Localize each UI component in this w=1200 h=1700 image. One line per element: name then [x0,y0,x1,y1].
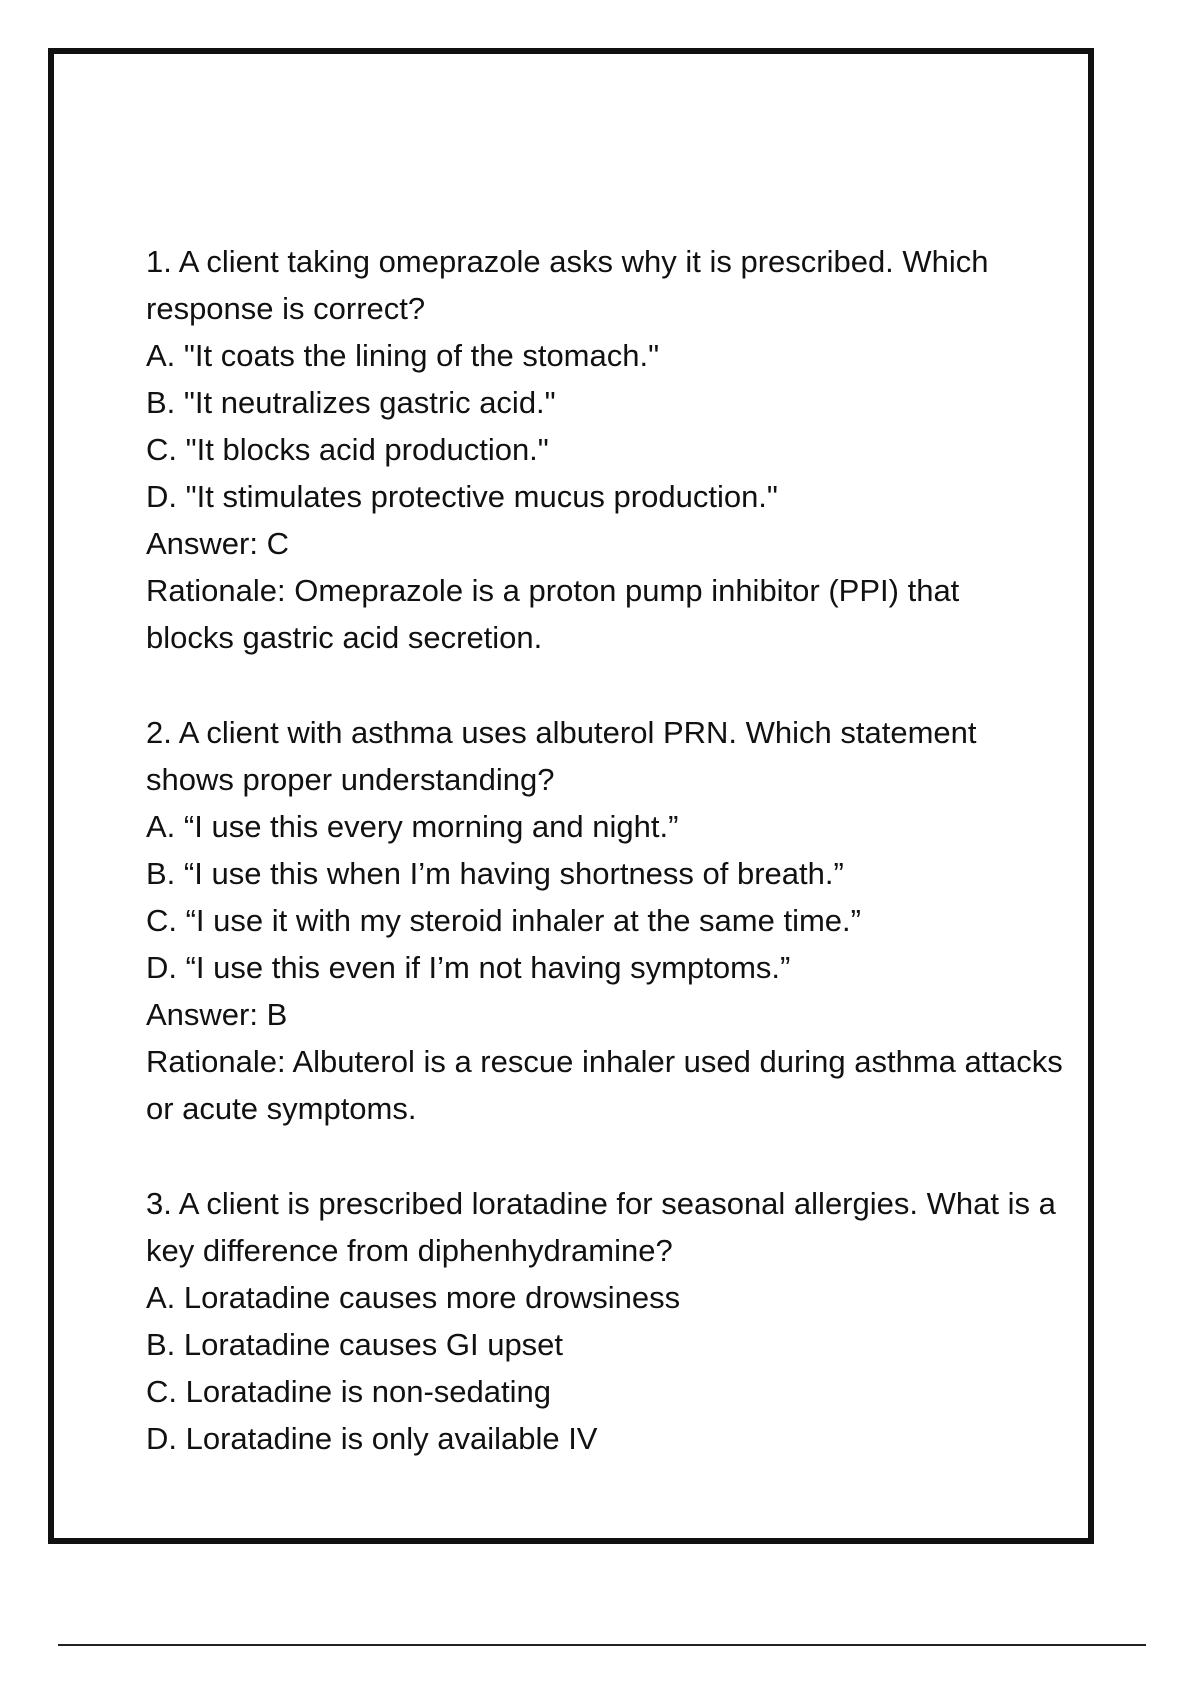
question-1-option-b: B. "It neutralizes gastric acid." [146,385,556,420]
question-1-rationale-line-1: Rationale: Omeprazole is a proton pump inhibitor (PPI) that [146,573,960,608]
question-content [146,238,1096,1510]
question-1-option-d: D. "It stimulates protective mucus production." [146,479,778,514]
question-3-stem-line-2: key difference from diphenhydramine? [146,1233,673,1268]
question-3-option-d: D. Loratadine is only available IV [146,1421,598,1456]
question-3-option-b: B. Loratadine causes GI upset [146,1327,564,1362]
question-2-answer: Answer: B [146,997,288,1032]
question-1-option-a: A. "It coats the lining of the stomach." [146,338,660,373]
question-1-option-c: C. "It blocks acid production." [146,432,549,467]
bottom-divider [58,1644,1146,1646]
question-2-option-a: A. “I use this every morning and night.” [146,809,679,844]
question-2-option-b: B. “I use this when I’m having shortness of breath.” [146,856,844,891]
question-2-option-d: D. “I use this even if I’m not having symptoms.” [146,950,791,985]
question-3 [146,1180,1096,1462]
question-1-stem-line-1: 1. A client taking omeprazole asks why it is prescribed. Which [146,244,989,279]
question-2 [146,709,1096,1132]
question-1-stem-line-2: response is correct? [146,291,426,326]
question-2-rationale-line-2: or acute symptoms. [146,1091,417,1126]
question-1 [146,238,1096,661]
question-2-stem-line-1: 2. A client with asthma uses albuterol PRN. Which statement [146,715,977,750]
question-2-rationale-line-1: Rationale: Albuterol is a rescue inhaler used during asthma attacks [146,1044,1063,1079]
question-2-stem-line-2: shows proper understanding? [146,762,555,797]
question-1-answer: Answer: C [146,526,289,561]
question-3-option-c: C. Loratadine is non-sedating [146,1374,551,1409]
question-2-option-c: C. “I use it with my steroid inhaler at the same time.” [146,903,861,938]
question-1-rationale-line-2: blocks gastric acid secretion. [146,620,543,655]
question-3-option-a: A. Loratadine causes more drowsiness [146,1280,681,1315]
question-3-stem-line-1: 3. A client is prescribed loratadine for seasonal allergies. What is a [146,1186,1056,1221]
